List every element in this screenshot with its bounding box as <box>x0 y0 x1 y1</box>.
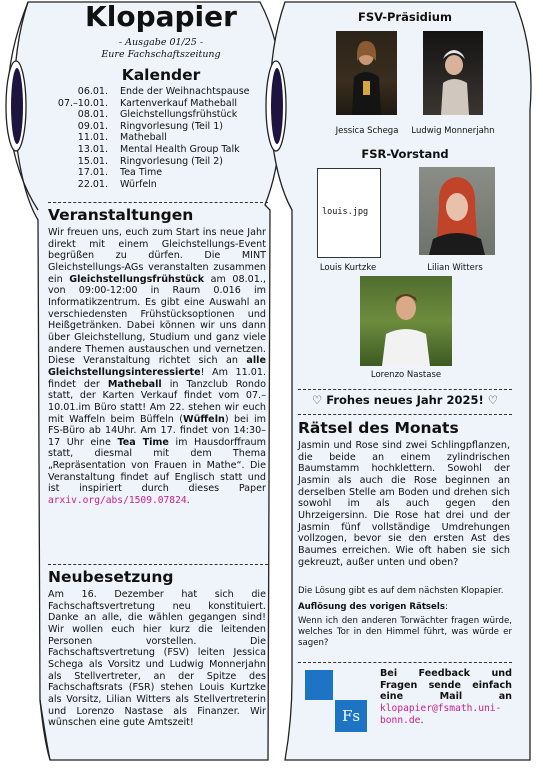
feedback-email-link[interactable]: klopapier@fsmath.uni-bonn.de <box>380 702 502 726</box>
person-silhouette-icon <box>360 276 452 366</box>
previous-riddle-answer: Wenn ich den anderen Torwächter fragen würde, welches Tor in den Himmel führt, was würde er sagen? <box>298 616 512 648</box>
events-text: am 08.01., von 09:00-12:00 in Raum 0.016 im Informatikzentrum. Es gibt eine Auswahl an verschiedensten Frühstücksoptionen und Heißgetränken. Dabei können wir uns dann über Gleichstellung, Studium und ganz viele andere Themen austauschen und vernetzen. Diese Veranstaltung richtet sich an <box>48 273 266 367</box>
section-divider <box>48 202 268 203</box>
previous-riddle-colon: : <box>444 602 448 612</box>
events-text: ) bei im FS-Büro ab 14Uhr. Am 17. findet von 14:30–17 Uhr eine <box>48 413 266 448</box>
caption-louis-kurtzke: Louis Kurtzke <box>319 263 377 273</box>
calendar-date: 17.01. <box>77 167 108 179</box>
calendar-row <box>50 109 250 121</box>
person-silhouette-icon <box>423 31 483 115</box>
events-highlight: Matheball <box>107 378 162 390</box>
riddle-solution-note: Die Lösung gibt es auf dem nächsten Klopapier. <box>298 586 504 596</box>
calendar-event: Kartenverkauf Matheball <box>120 97 238 109</box>
photo-lilian-witters <box>419 167 495 255</box>
section-divider <box>298 414 512 415</box>
events-text: im Hausdorffraum statt, diesmal mit dem Thema „Repräsentation von Frauen in Mathe“. Die Veranstaltung findet auf Englisch statt und ist inspiriert durch dieses Paper <box>48 436 266 495</box>
calendar-row <box>50 132 250 144</box>
photo-lorenzo-nastase <box>360 276 452 366</box>
calendar-row <box>50 156 250 168</box>
previous-riddle-title: Auflösung des vorigen Rätsels <box>298 602 445 612</box>
calendar-event: Tea Time <box>120 167 163 179</box>
events-text: Wir freuen uns, euch zum Start ins neue Jahr direkt mit einem Gleichstellungs-Event begrüßen zu dürfen. Die MINT Gleichstellungs-AGs veranstalten zusammen ein <box>48 227 266 285</box>
events-article <box>48 227 266 507</box>
newspaper-subtitle: Eure Fachschaftszeitung <box>101 49 221 60</box>
photo-louis-kurtzke-placeholder <box>317 168 381 258</box>
events-text: . <box>186 495 190 507</box>
section-divider <box>298 662 512 663</box>
caption-jessica-schega: Jessica Schega <box>335 126 399 136</box>
previous-riddle-heading <box>298 602 512 613</box>
calendar-row <box>50 98 250 110</box>
section-divider <box>298 389 512 390</box>
fsr-heading: FSR-Vorstand <box>361 147 449 161</box>
calendar-row <box>50 167 250 179</box>
photo-jessica-schega <box>336 31 397 115</box>
events-highlight: Wüffeln <box>183 413 225 425</box>
election-heading: Neubesetzung <box>48 568 174 586</box>
issue-number: - Ausgabe 01/25 - <box>118 37 204 48</box>
calendar-date: 08.01. <box>77 109 108 121</box>
logo-letters: Fs <box>335 700 367 732</box>
calendar-heading: Kalender <box>121 66 201 84</box>
calendar-event: Mental Health Group Talk <box>120 143 240 155</box>
placeholder-filename: louis.jpg <box>322 207 369 217</box>
events-text: in Tanzclub Rondo statt, der Karten Verkauf findet vom 07.–10.01.im Büro statt! Am 22. stehen wir euch mit Waffeln beim Büffeln ( <box>48 378 266 425</box>
events-heading: Veranstaltungen <box>48 206 194 224</box>
fsv-heading: FSV-Präsidium <box>358 10 452 24</box>
calendar-date: 13.01. <box>77 143 108 155</box>
feedback-text: Bei Feedback und Fragen sende einfach eine Mail an <box>380 668 512 703</box>
photo-ludwig-monnerjahn <box>423 31 483 115</box>
calendar-row <box>50 144 250 156</box>
events-highlight: Gleichstellungsfrühstück <box>69 273 205 285</box>
riddle-text: Jasmin und Rose sind zwei Schlingpflanzen, die beide an einem zylindrischen Baumstamm hochklettern. Sowohl der Jasmin als auch die Rose beginnen an derselben Stelle am Boden und drehen sich sowohl im als auch gegen den Uhrzeigersinn. Die Rose hat drei und der Jasmin fünf vollständige Umdrehungen vollzogen, bevor sie den ersten Ast des Baumes erreichen. Wie oft haben sie sich gekreuzt, außer unten und oben? <box>298 440 510 568</box>
calendar-date: 22.01. <box>77 178 108 190</box>
feedback-end: . <box>420 714 424 726</box>
fachschaft-logo <box>305 670 369 732</box>
calendar-row <box>50 86 250 98</box>
election-text: Am 16. Dezember hat sich die Fachschaftsvertretung neu konstituiert. Danke an alle, die wählen gegangen sind! Wir wollen euch hier kurz die leitenden Personen vorstellen. Die Fachschaftsvertretung (FSV) leiten Jessica Schega als Vorsitz und Ludwig Monnerjahn als Stellvertreter, an der Spitze des Fachschaftsrats (FSR) stehen Louis Kurtzke als Vorsitz, Lilian Witters als Stellvertreterin und Lorenzo Nastase als Finanzer. Wir wünschen eine gute Amtszeit! <box>48 589 266 729</box>
feedback-box <box>380 668 512 726</box>
events-highlight: alle Gleichstellungsinteressierte <box>48 355 266 378</box>
events-text: ! Am 11.01. findet der <box>48 366 266 390</box>
calendar-list <box>50 86 250 190</box>
new-year-greeting: ♡ Frohes neues Jahr 2025! ♡ <box>311 393 499 407</box>
person-silhouette-icon <box>336 31 397 115</box>
caption-lorenzo-nastase: Lorenzo Nastase <box>370 370 442 380</box>
calendar-event: Ringvorlesung (Teil 1) <box>120 120 223 132</box>
calendar-date: 09.01. <box>77 120 108 132</box>
caption-lilian-witters: Lilian Witters <box>427 263 483 273</box>
paper-link[interactable]: arxiv.org/abs/1509.07824 <box>48 495 187 507</box>
riddle-heading: Rätsel des Monats <box>298 419 459 437</box>
calendar-date: 06.01. <box>77 86 108 97</box>
calendar-row <box>50 121 250 133</box>
calendar-date: 07.–10.01. <box>57 97 108 109</box>
calendar-event: Gleichstellungsfrühstück <box>120 109 238 121</box>
calendar-date: 15.01. <box>77 155 108 167</box>
calendar-event: Würfeln <box>120 178 157 190</box>
calendar-event: Ringvorlesung (Teil 2) <box>120 155 223 167</box>
caption-ludwig-monnerjahn: Ludwig Monnerjahn <box>411 126 495 136</box>
calendar-event: Ende der Weihnachtspause <box>120 86 250 97</box>
events-highlight: Tea Time <box>117 436 169 448</box>
calendar-event: Matheball <box>120 132 167 144</box>
section-divider <box>48 564 268 565</box>
calendar-row <box>50 179 250 191</box>
calendar-date: 11.01. <box>77 132 108 144</box>
person-silhouette-icon <box>419 167 495 255</box>
newspaper-title: Klopapier <box>85 0 237 33</box>
